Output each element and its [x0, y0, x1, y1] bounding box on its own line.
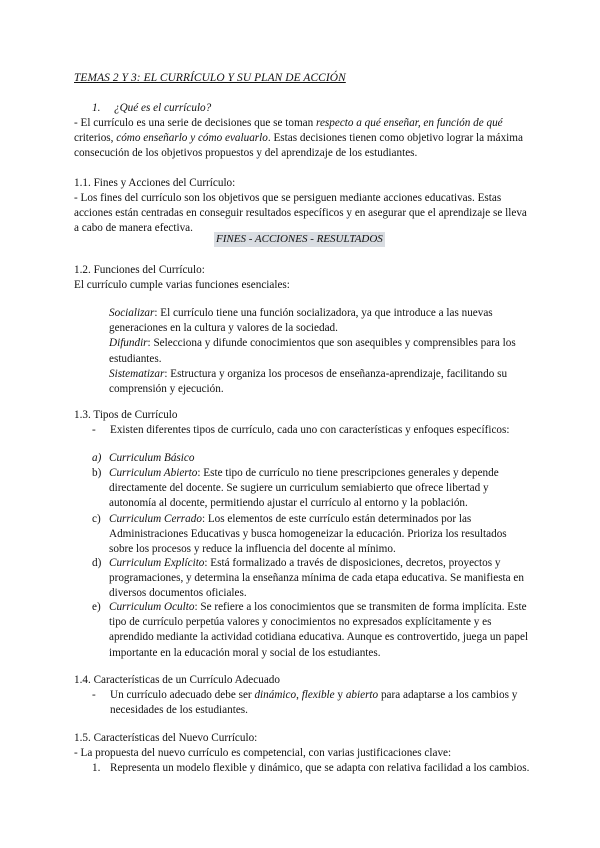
emphasis-run: abierto [345, 689, 379, 701]
function-text: : El currículo tiene una función socializadora, ya que introduce a las nuevas generaciones en la cultura y valores de la sociedad. [109, 307, 493, 335]
list-marker: c) [92, 513, 101, 525]
section-1-3-intro-text: Existen diferentes tipos de currículo, cada uno con características y enfoques específicos: [110, 424, 510, 436]
emphasis-run: respecto a qué enseñar, en función de qué [316, 117, 503, 129]
dash-bullet: - [92, 424, 96, 436]
type-text: : Los elementos de este currículo están determinados por las Administraciones Educativas y busca homogeneizar la educación. Prioriza los resultados sobre los procesos y reduce la influencia del docente al mínimo. [109, 513, 507, 556]
dash-bullet: - [92, 689, 96, 701]
list-marker: a) [92, 452, 102, 464]
section-1-paragraph [74, 116, 530, 162]
curriculum-type-c [92, 512, 529, 558]
document-title: TEMAS 2 Y 3: EL CURRÍCULO Y SU PLAN DE ACCIÓN [74, 72, 346, 84]
function-text: : Estructura y organiza los procesos de enseñanza-aprendizaje, facilitando su comprensión y ejecución. [109, 367, 508, 396]
curriculum-type-a [92, 451, 529, 466]
text-run: - El currículo es una serie de decisiones que se toman [74, 117, 317, 129]
section-1-number: 1. [92, 102, 101, 114]
text-run: . Estas decisiones tienen como objetivo lograr la máxima consecución de los objetivos propuestos y del aprendizaje de los estudiantes. [74, 132, 523, 160]
text-run: para adaptarse a los cambios y necesidades de los estudiantes. [110, 689, 518, 717]
function-item [109, 306, 529, 336]
emphasis-run: flexible [301, 689, 335, 701]
functions-list [109, 306, 529, 397]
emphasis-run: cómo enseñarlo y cómo evaluarlo [116, 132, 268, 145]
section-1-heading [92, 101, 211, 116]
section-1-1-heading: 1.1. Fines y Acciones del Currículo: [74, 177, 236, 189]
emphasis-run: dinámico [254, 689, 297, 701]
list-marker: b) [92, 467, 102, 479]
function-term: Socializar [109, 307, 155, 319]
curriculum-type-b [92, 466, 529, 512]
section-1-2-intro: El currículo cumple varias funciones esenciales: [74, 279, 290, 291]
function-item [109, 336, 529, 366]
text-run: y [334, 689, 346, 701]
text-run: criterios, [74, 132, 117, 145]
new-curriculum-item-1 [92, 761, 532, 776]
section-1-1-paragraph [74, 191, 530, 237]
curriculum-type-d [92, 556, 529, 602]
type-term: Curriculum Básico [109, 452, 195, 464]
curriculum-type-e [92, 600, 529, 661]
list-marker: d) [92, 557, 102, 569]
function-text: : Selecciona y difunde conocimientos que son asequibles y comprensibles para los estudiantes. [109, 337, 516, 365]
list-marker: 1. [92, 762, 101, 774]
section-1-3-heading: 1.3. Tipos de Currículo [74, 409, 178, 421]
section-1-2-heading: 1.2. Funciones del Currículo: [74, 264, 205, 276]
text-run: Un currículo adecuado debe ser [110, 689, 255, 701]
new-curriculum-item-text: Representa un modelo flexible y dinámico, que se adapta con relativa facilidad a los cambios. [110, 762, 530, 774]
type-term: Curriculum Cerrado [109, 513, 202, 525]
section-1-3-intro [92, 423, 532, 438]
list-marker: e) [92, 601, 101, 613]
type-text: : Se refiere a los conocimientos que se transmiten de forma implícita. Este tipo de currículo perpetúa valores y conocimientos no expresados explícitamente y es aprendido mediante la actividad cotidiana educativa. Aunque es controvertido, juega un papel importante en la educación moral y social de los estudiantes. [109, 601, 529, 659]
section-1-4-body [92, 688, 532, 718]
type-text: : Está formalizado a través de disposiciones, decretos, proyectos y programaciones, y determina la enseñanza mínima de cada etapa educativa. Se manifiesta en diversos documentos oficiales. [109, 557, 524, 600]
section-1-5-intro: - La propuesta del nuevo currículo es competencial, con varias justificaciones clave: [74, 747, 452, 759]
section-1-4-heading: 1.4. Características de un Currículo Adecuado [74, 674, 280, 686]
type-term: Curriculum Explícito [109, 557, 205, 569]
type-term: Curriculum Abierto [109, 467, 198, 479]
section-1-title: ¿Qué es el currículo? [114, 102, 212, 114]
highlighted-summary: FINES - ACCIONES - RESULTADOS [214, 232, 385, 247]
function-term: Difundir [109, 337, 148, 350]
type-term: Curriculum Oculto [109, 601, 195, 613]
function-item [109, 367, 529, 397]
type-text: : Este tipo de currículo no tiene prescripciones generales y depende directamente del docente. Se sugiere un curriculum semiabierto que ofrece libertad y autonomía al docente, permitiendo ajustar el currículo al entorno y la población. [109, 467, 499, 510]
section-1-1-body: - Los fines del currículo son los objetivos que se persiguen mediante acciones educativas. Estas acciones están centradas en conseguir resultados específicos y en asegurar que el aprendizaje se lleva a cabo de manera efectiva. [74, 192, 527, 235]
text-run: , [296, 689, 302, 701]
section-1-5-heading: 1.5. Características del Nuevo Currículo: [74, 732, 258, 744]
function-term: Sistematizar [109, 367, 165, 380]
